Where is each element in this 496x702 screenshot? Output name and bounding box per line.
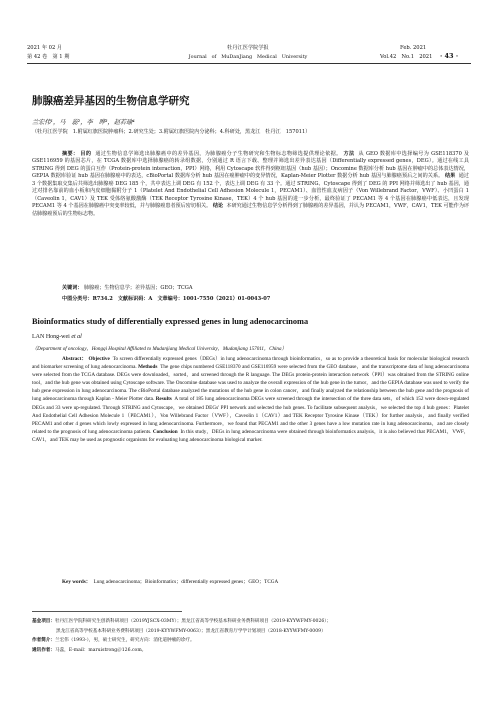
keywords-text-en: Lung adenocarcinoma；Bioinformatics；differentially expressed genes；GEO；TCGA: [93, 579, 279, 585]
header-month: Feb. 2021: [400, 45, 427, 51]
conclusion-label-cn: 结论: [212, 203, 224, 210]
authors-en-names: LAN Hong-wei: [32, 334, 70, 340]
fund-text-1: 牡丹江医学院科研究生创新科研项目（2019YJSCX-03MY）；黑龙江省高等学校基本科研业务费科研项目（2019-KYYWFMY-0026）；: [54, 619, 332, 624]
header-rule: [27, 63, 471, 64]
methods-label-cn: 方法: [343, 151, 355, 157]
methods-label-en: Methods: [138, 364, 158, 371]
methods-text-en: The gene chips numbered GSE118370 and GSE116959 were selected from the GEO database，and the transcriptome data of lung adenocarcinoma were selected from the TCGA database. DEGs were downloaded，sorted，and screened through the R language. The DEGs protein-protein interaction network（PPI）was obtained from the STRING online tool，and the hub gene was obtained using Cytoscape software. The Oncomine database was used to analyze the overall expression of the hub gene in the tumor，and the GEPIA database was used to verify the hub gene expression in lung adenocarcinoma. The cBioPortal database analyzed the mutations of the hub gene in colon cancer，and finally analyzed the relationship between the hub gene and the prognosis of lung adenocarcinoma through Kaplan - Meier Plotter data.: [32, 364, 470, 403]
affiliation-cn: （牡丹江医学院 1.附属红旗医院肿瘤科；2.研究生处；3.附属红旗医院内分泌科；4.科研处，黑龙江 牡丹江 157011）: [32, 129, 311, 135]
corresponding-text: 马蕊，E-mail：maruistrong＠126.com。: [54, 647, 147, 653]
article-title-en: Bioinformatics study of differentially expressed genes in lung adenocarcinoma: [32, 317, 309, 326]
keywords-label-en: Key words：: [62, 579, 91, 585]
keywords-en: [62, 578, 278, 585]
authors-cn: 兰宏伟¹，马 蕊²，李 晔³，赵若瑜⁴: [32, 119, 135, 126]
header-vol-en: Vol.42 No.1 2021: [380, 54, 433, 60]
footnotes: [32, 617, 472, 655]
conclusion-text-cn: 本研究通过生物信息学分析得到了肺腺癌的差异基因，并认为 PECAM1，VWF，CAV1，TEK 可能作为评估肺腺癌预后的生物标志物。: [32, 203, 470, 217]
affiliation-en: （Department of oncology，Hongqi Hospital Affiliated to Mudanjiang Medical University，Mudanjiang 157011，China）: [32, 346, 287, 352]
results-text-cn: 通过 3 个数据集取交集后共筛选出肺腺癌 DEG 185 个，共中表达上调 DEG 有 152 个，表达上调 DEG 有 33 个。通过 STRING、Cytoscape 得到了 DEG 的 PPI 网络并筛选出了 hub 基因，通过对排名靠前的血小板和内皮细胞黏附分子 1（Platelet And Endothelial Cell Adhesion Molecule 1，PECAM1）、血管性血友病因子（Von Willebrand Factor，VWF）、小凹蛋白 1（Caveolin 1，CAV1）及 TEK 受体络氨酸激酶（TEK Receptor Tyrosine Kinase，TEK）4 个 hub 基因的进一步分析，最终验证了 PECAM1 等 4 个基因在肺腺癌中低表达，且发现 PECAM1 等 4 个基因在肺腺癌中突变率较低，并与肺腺癌患者预后密切相关。: [32, 173, 469, 210]
keywords-text-cn: 肺腺癌；生物信息学；差异基因；GEO；TCGA: [84, 285, 193, 291]
header-date: 2021 年 02 月: [27, 45, 63, 51]
abstract-label-cn: 摘要：: [62, 151, 79, 157]
keywords-cn: [62, 285, 193, 292]
author-info: [32, 636, 472, 646]
abstract-label-en: Abstract：: [62, 356, 87, 362]
footnote-rule: [32, 611, 182, 612]
fund-label: 基金项目：: [32, 619, 55, 624]
abstract-en: [32, 355, 469, 444]
authors-en-etal: et al: [71, 334, 82, 340]
keywords-label-cn: 关键词：: [62, 285, 83, 291]
corresponding-label: 通讯作者：: [32, 647, 55, 653]
results-label-cn: 结果: [445, 173, 456, 180]
objective-label-en: Objective: [88, 356, 110, 362]
objective-label-cn: 目的: [80, 151, 92, 157]
methods-text-cn: 从 GEO 数据库中选择编号为 GSE118370 及 GSE116959 的基因芯片，在 TCGA 数据库中选择肺腺癌的转录组数据，分别通过 R 语言下载、整理并筛选出差异表达基因（Differentially expressed genes，DEG）。通过在线工具 STRING 得到 DEG 的蛋白互作（Protein-protein interaction，PPI）网络，利用 Cytoscape 软件得到枢纽基因（hub 基因）；Oncomine 数据库分析 hub 基因在肿瘤中的总体表达情况，GEPIA 数据库验证 hub 基因在肺腺癌中的表达，cBioPortal 数据库分析 hub 基因在癌肿瘤中的变异情况，Kaplan-Meier Plotter 数据分析 hub 基因与肺腺癌预后之间的关系。: [32, 151, 469, 180]
fund-line-1: [32, 617, 472, 627]
page-number: · 43 ·: [440, 52, 459, 60]
classification: 中图分类号：R734.2 文献标识码：A 文章编号：1001-7550（2021）01-0043-07: [62, 296, 271, 302]
objective-text-cn: 通过生物信息学筛选出肺腺癌中的差异基因，为肺腺癌分子生物研究和生物标志物筛选提供理论依据。: [95, 151, 342, 157]
results-text-en: A total of 185 lung adenocarcinoma DEGs were screened through the intersection of the three data sets，of which 152 were down-regulated DEGs and 33 were up-regulated. Through STRING and Cytoscape，we obtained DEGs' PPI network and selected the hub genes. To facilitate subsequent analysis，we selected the top 4 hub genes：Platelet And Endothelial Cell Adhesion Molecule 1（PECAM1），Von Willebrand Factor（VWF），Caveolin 1（CAV1）and TEK Receptor Tyrosine Kinase（TEK）for further analysis，and finally verified PECAM1 and other 4 genes which lowly expressed in lung adenocarcinoma. Furthermore，we found that PECAM1 and the other 3 genes have a low mutation rate in lung adenocarcinoma，and are closely related to the prognosis of lung adenocarcinoma patients.: [32, 396, 469, 435]
author-info-label: 作者简介：: [32, 638, 55, 643]
abstract-cn: [32, 151, 469, 218]
objective-text-en: To screen differentially expressed genes（DEGs）in lung adenocarcinoma through bioinformatics，so as to provide a theoretical basis for molecular biological research and biomarker screening of lung adenocarcinoma.: [32, 356, 470, 371]
author-info-text: 兰宏伟（1993-），男，硕士研究生，研究方向：消化道肿瘤的诊疗。: [54, 638, 195, 643]
journal-name-cn: 牡丹江医学院学报: [227, 45, 269, 51]
conclusion-text-en: In this study，DEGs in lung adenocarcinoma were obtained through bioinformatics analysis，it is also believed that PECAM1，VWF，CAV1，and TEK may be used as prognostic organisms for evaluating lung adenocarcinoma biological marker.: [32, 428, 470, 443]
authors-en: [32, 334, 82, 340]
journal-name-en: Journal of MuDanJiang Medical University: [188, 54, 308, 60]
fund-line-2: 黑龙江省高等学校基本科研业务费科研项目（2019-KYYWFMY-0063）；黑龙江省教育厅学学计划项目（2018-KYYWFMY-0009）: [56, 628, 326, 634]
conclusion-label-en: Conclusion: [152, 428, 178, 435]
header-volume: 第 42 卷 第 1 期: [27, 54, 70, 60]
article-title-cn: 肺腺癌差异基因的生物信息学研究: [32, 95, 190, 107]
results-label-en: Results: [155, 396, 172, 403]
corresponding-author: [32, 646, 472, 656]
